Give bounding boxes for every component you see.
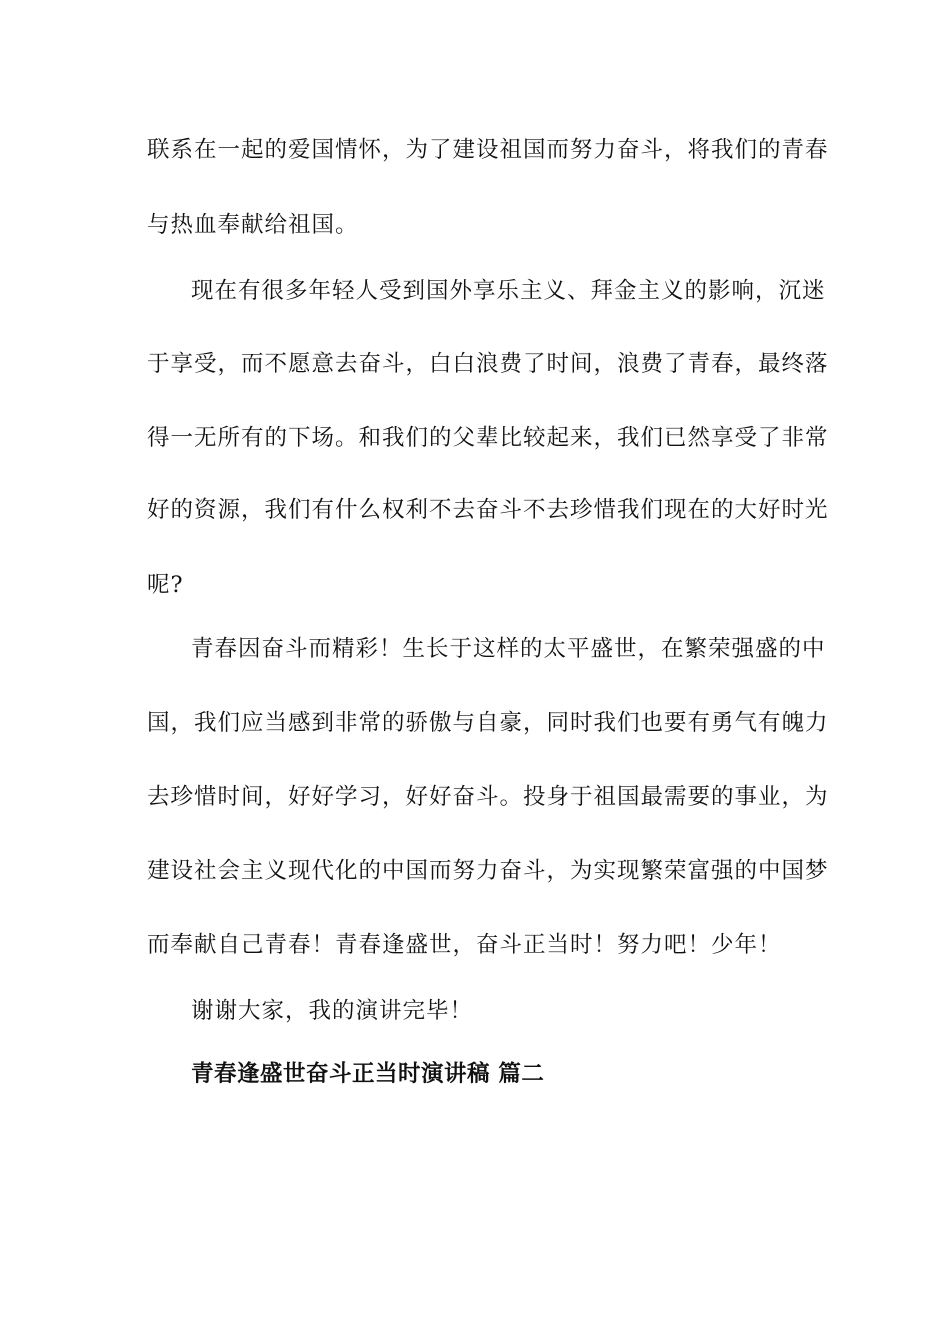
text-line: 呢? (147, 572, 184, 598)
text-line: 好的资源，我们有什么权利不去奋斗不去珍惜我们现在的大好时光 (147, 497, 829, 523)
text-line: 而奉献自己青春！青春逢盛世，奋斗正当时！努力吧！少年！ (147, 932, 782, 958)
text-line: 建设社会主义现代化的中国而努力奋斗，为实现繁荣富强的中国梦 (147, 858, 829, 884)
text-line: 去珍惜时间，好好学习，好好奋斗。投身于祖国最需要的事业，为 (147, 784, 829, 810)
text-line: 与热血奉献给祖国。 (147, 212, 359, 238)
text-line: 现在有很多年轻人受到国外享乐主义、拜金主义的影响，沉迷 (191, 278, 826, 304)
text-line: 联系在一起的爱国情怀，为了建设祖国而努力奋斗，将我们的青春 (147, 137, 829, 163)
text-line: 国，我们应当感到非常的骄傲与自豪，同时我们也要有勇气有魄力 (147, 710, 829, 736)
text-line: 谢谢大家，我的演讲完毕！ (191, 998, 474, 1024)
text-line: 青春因奋斗而精彩！生长于这样的太平盛世，在繁荣强盛的中 (191, 636, 826, 662)
text-line: 得一无所有的下场。和我们的父辈比较起来，我们已然享受了非常 (147, 425, 829, 451)
section-heading: 青春逢盛世奋斗正当时演讲稿 篇二 (191, 1061, 545, 1087)
text-line: 于享受，而不愿意去奋斗，白白浪费了时间，浪费了青春，最终落 (147, 351, 829, 377)
